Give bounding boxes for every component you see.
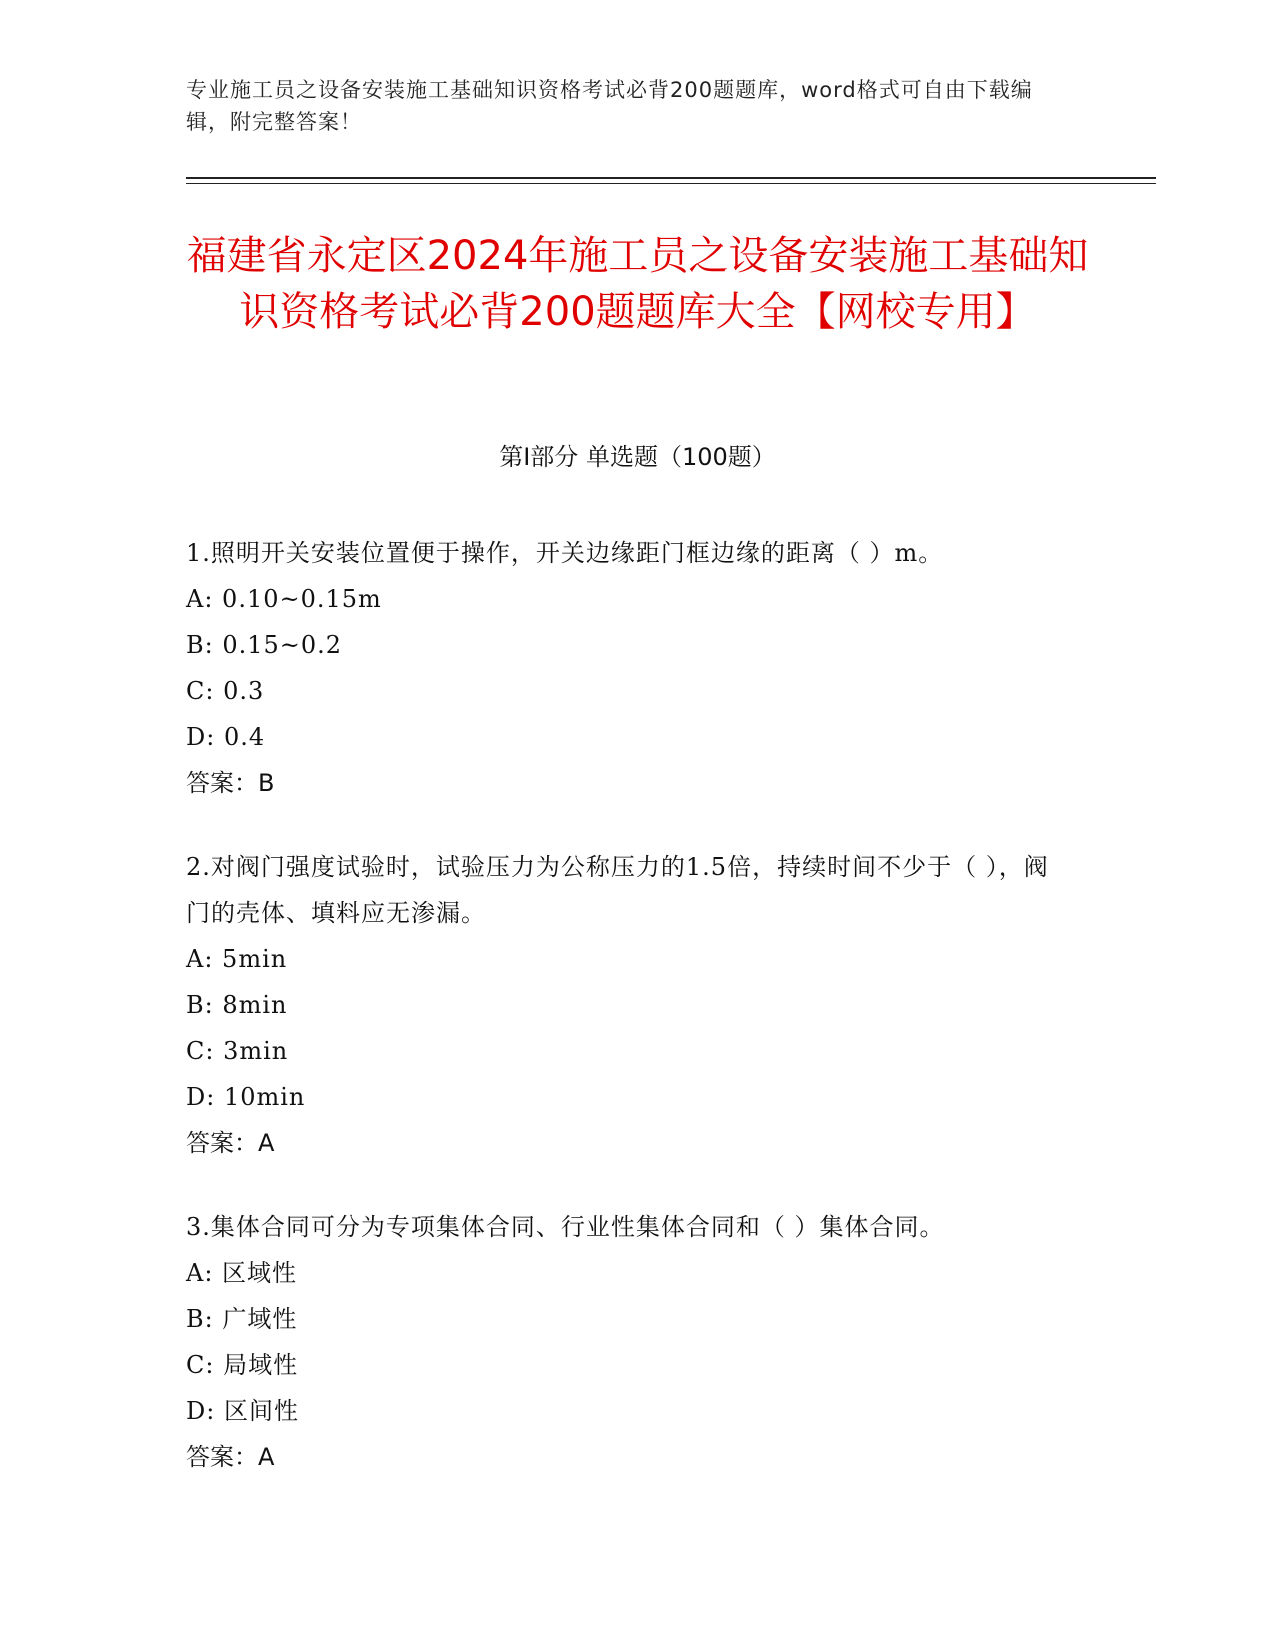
question-list xyxy=(186,530,1066,1518)
header-note: 专业施工员之设备安装施工基础知识资格考试必背200题题库，word格式可自由下载编辑，附完整答案！ xyxy=(186,78,1033,134)
option-d: D: 10min xyxy=(186,1083,306,1111)
answer: 答案：A xyxy=(186,1129,275,1157)
option-b: B: 0.15~0.2 xyxy=(186,631,343,659)
option-b: B: 广域性 xyxy=(186,1305,298,1333)
option-a: A: 5min xyxy=(186,945,288,973)
header-rule-thick xyxy=(186,177,1156,179)
document-title: 福建省永定区2024年施工员之设备安装施工基础知识资格考试必背200题题库大全【网校专用】 xyxy=(186,233,1089,335)
question-3 xyxy=(186,1204,1066,1480)
question-stem: 3.集体合同可分为专项集体合同、行业性集体合同和（ ）集体合同。 xyxy=(186,1213,945,1241)
option-c: C: 0.3 xyxy=(186,677,265,705)
option-c: C: 3min xyxy=(186,1037,289,1065)
answer: 答案：A xyxy=(186,1443,275,1471)
option-c: C: 局域性 xyxy=(186,1351,299,1379)
question-2 xyxy=(186,844,1066,1166)
section-title: 第I部分 单选题（100题） xyxy=(499,443,776,471)
option-d: D: 0.4 xyxy=(186,723,266,751)
option-a: A: 0.10~0.15m xyxy=(186,585,382,613)
answer: 答案：B xyxy=(186,769,275,797)
header-rule-thin xyxy=(186,183,1156,184)
option-d: D: 区间性 xyxy=(186,1397,299,1425)
option-a: A: 区域性 xyxy=(186,1259,298,1287)
question-1 xyxy=(186,530,1066,806)
option-b: B: 8min xyxy=(186,991,288,1019)
question-stem: 1.照明开关安装位置便于操作，开关边缘距门框边缘的距离（ ）m。 xyxy=(186,539,944,567)
question-stem: 2.对阀门强度试验时，试验压力为公称压力的1.5倍，持续时间不少于（ ），阀门的壳体、填料应无渗漏。 xyxy=(186,853,1049,927)
